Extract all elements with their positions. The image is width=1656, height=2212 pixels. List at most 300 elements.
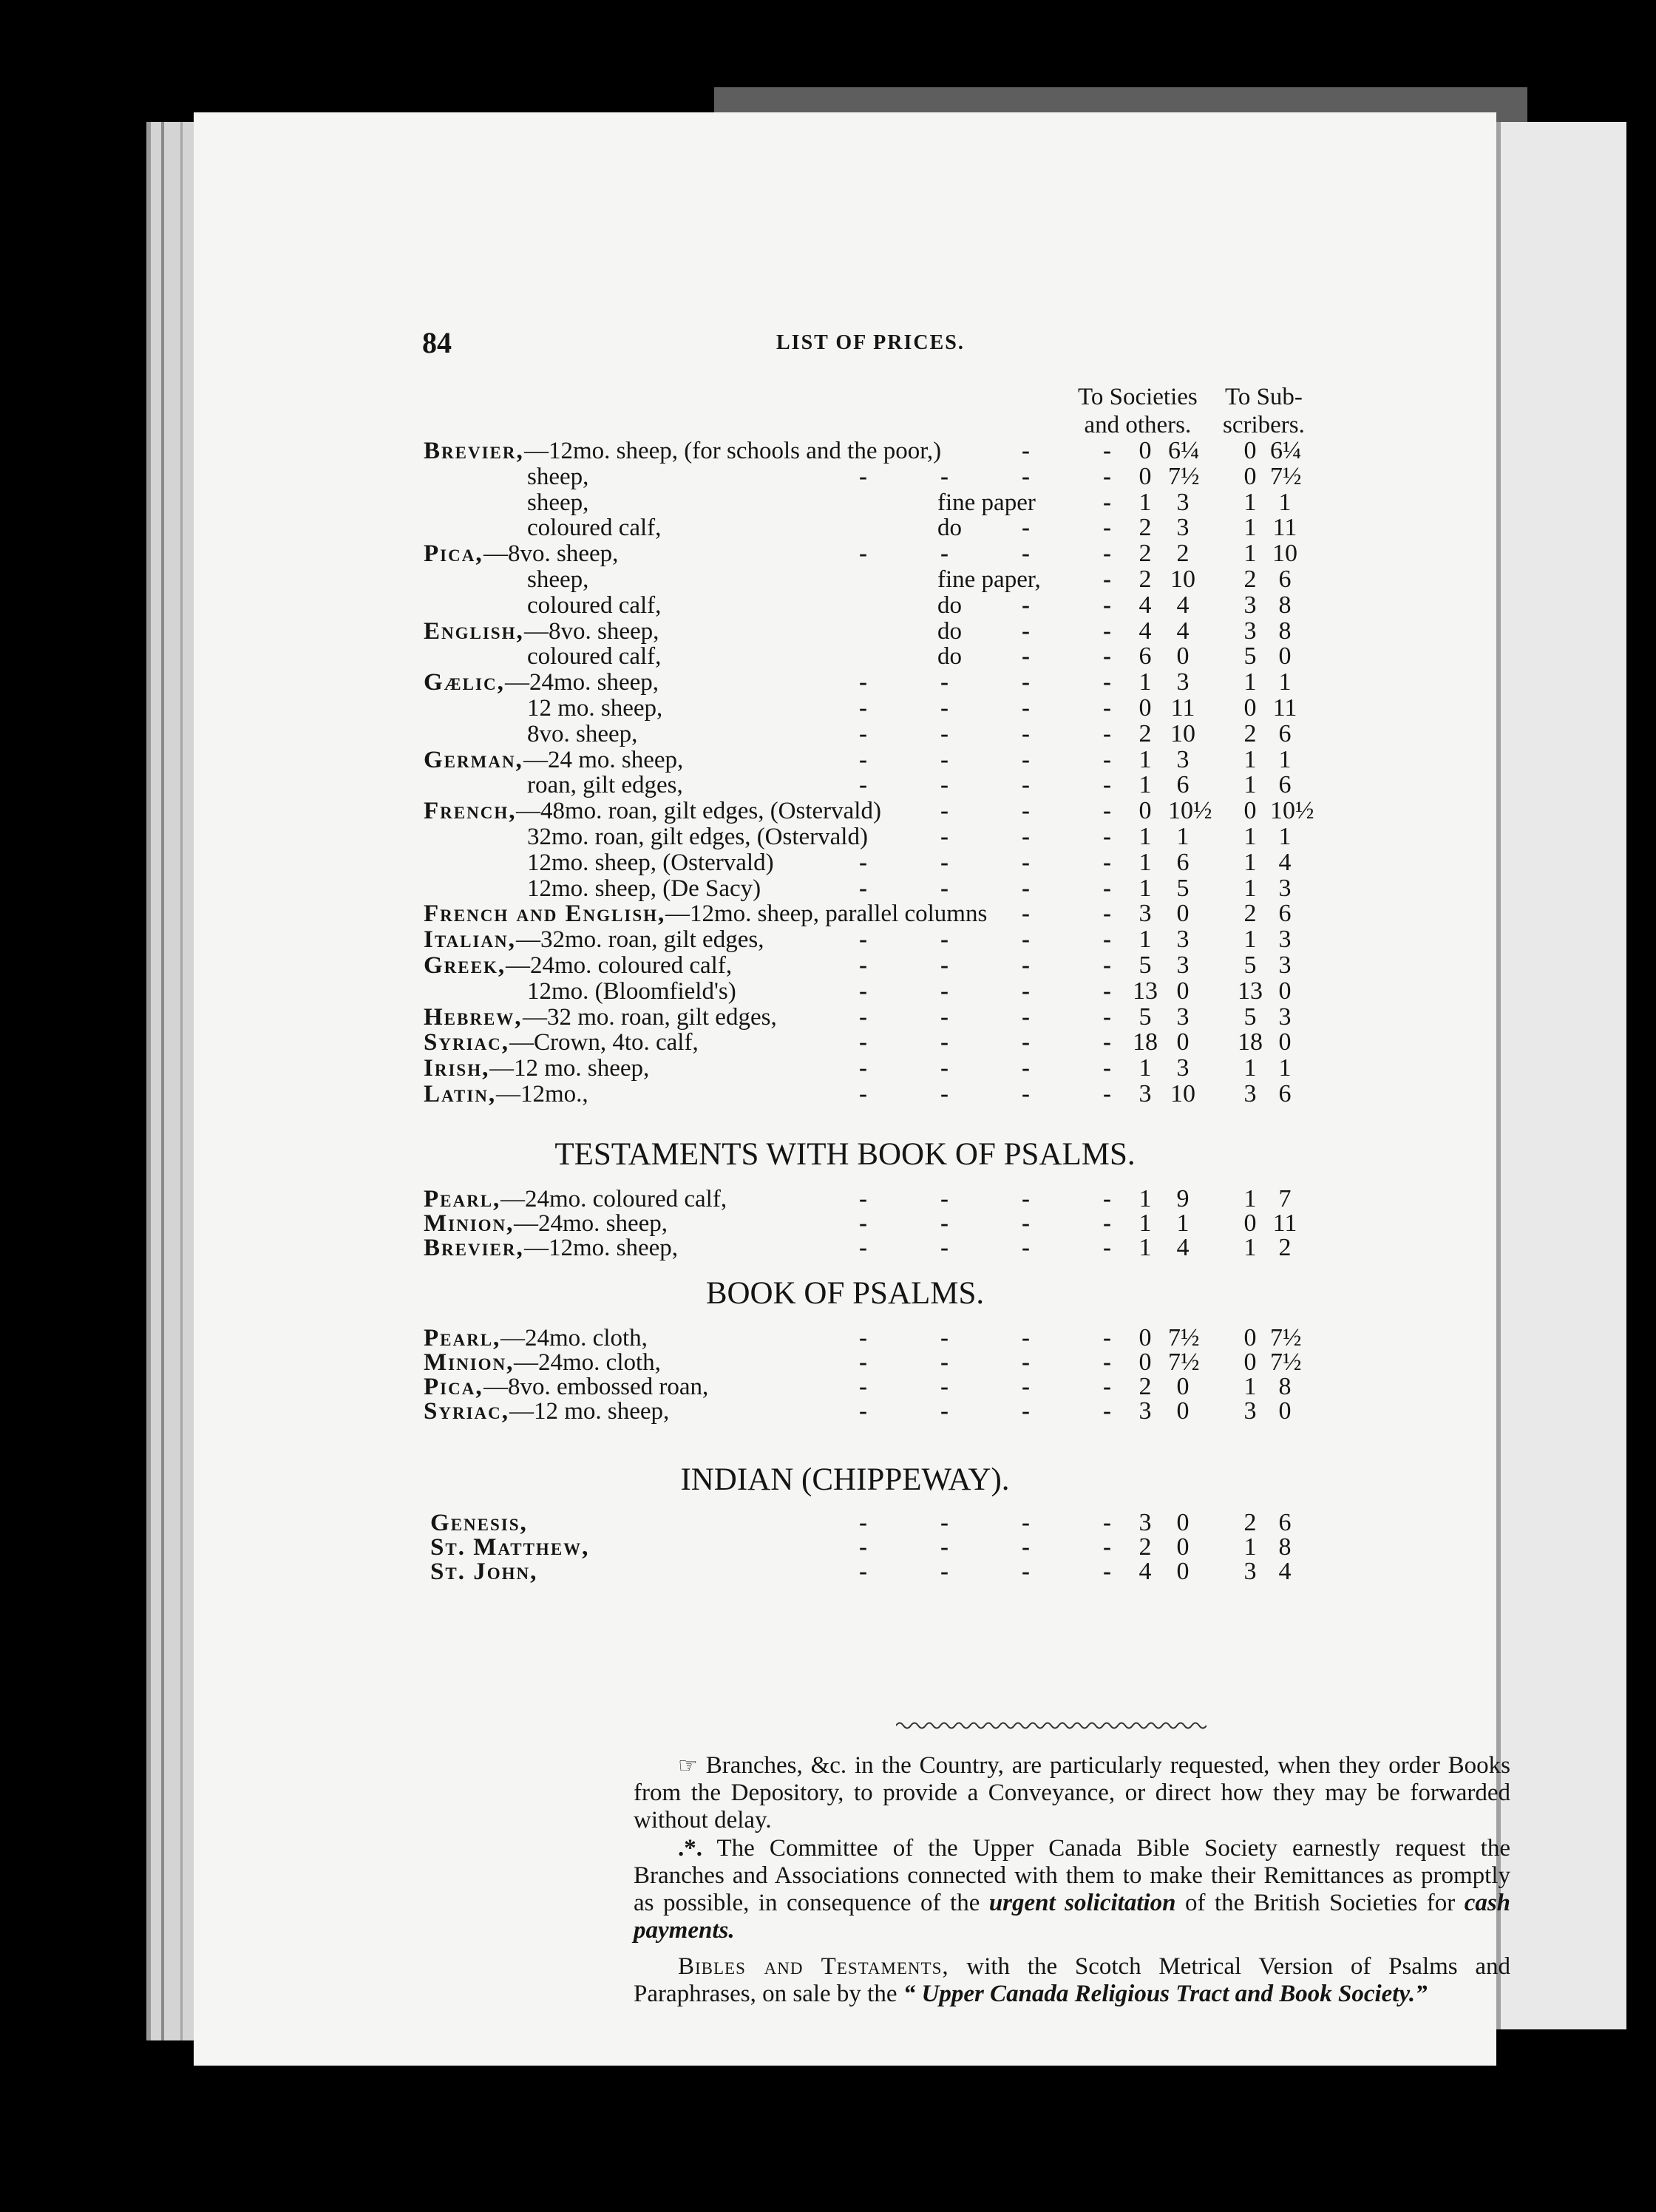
entry-name: Hebrew, (424, 1003, 523, 1031)
entry-description: —12mo., (496, 1081, 588, 1107)
entry-description: 12 mo. sheep, (527, 695, 663, 722)
entry-name: Minion, (424, 1349, 515, 1376)
asterism-icon: .*. (678, 1835, 702, 1862)
entry-name: Pearl, (424, 1186, 501, 1212)
societies-pence: 6¼ (1168, 437, 1200, 464)
entry-name: St. John, (430, 1558, 538, 1585)
leader-dash: - (859, 1186, 867, 1212)
subscribers-pence: 3 (1278, 926, 1292, 954)
subscribers-shillings: 1 (1243, 1234, 1257, 1261)
entry-description: —48mo. roan, gilt edges, (Ostervald) (516, 798, 881, 825)
ornamental-rule (896, 1720, 1207, 1731)
leader-dash: - (1103, 489, 1111, 516)
subscribers-pence: 7½ (1270, 1348, 1302, 1376)
societies-pence: 0 (1176, 1558, 1190, 1585)
societies-shillings: 1 (1138, 1234, 1152, 1261)
subscribers-shillings: 1 (1243, 771, 1257, 799)
entry-name: Genesis, (430, 1510, 528, 1536)
societies-pence: 10 (1170, 719, 1195, 747)
leader-dash: - (940, 463, 949, 490)
running-head: LIST OF PRICES. (776, 331, 965, 354)
leader-dash: - (859, 1210, 867, 1237)
leader-dash: - (1103, 900, 1111, 928)
entry-name: French and English, (424, 900, 666, 928)
subscribers-pence: 6 (1278, 719, 1292, 747)
leader-dash: - (940, 977, 949, 1005)
subscribers-pence: 3 (1278, 951, 1292, 979)
subscribers-pence: 1 (1278, 823, 1292, 850)
societies-pence: 0 (1176, 900, 1190, 928)
leader-dash: - (1022, 1534, 1030, 1561)
societies-pence: 0 (1176, 1373, 1190, 1400)
leader-dash: - (1103, 926, 1111, 954)
entry-description: —8vo. embossed roan, (483, 1374, 709, 1400)
entry-description: —Crown, 4to. calf, (509, 1029, 699, 1056)
entry-description: —24mo. sheep, (505, 669, 659, 696)
leader-dash: - (859, 720, 867, 747)
leader-dash: - (1022, 1210, 1030, 1237)
subscribers-shillings: 2 (1243, 566, 1257, 593)
leader-dash: - (859, 772, 867, 799)
leader-dash: - (1103, 952, 1111, 979)
psalms-heading: BOOK OF PSALMS. (705, 1276, 985, 1311)
leader-dash: - (940, 1374, 949, 1400)
subscribers-shillings: 3 (1243, 1397, 1257, 1425)
facing-page (1501, 122, 1626, 2029)
leader-dash: - (1022, 1325, 1030, 1351)
societies-shillings: 3 (1138, 900, 1152, 928)
leader-dash: - (1103, 746, 1111, 773)
leader-dash: - (940, 926, 949, 954)
societies-pence: 3 (1176, 1002, 1190, 1031)
leader-dash: - (1022, 1558, 1030, 1585)
entry-description: —24mo. sheep, (514, 1210, 668, 1237)
note-tract-society (634, 1953, 1510, 2008)
note-committee-text-a: The Committee of the Upper Canada Bible Society earnestly request the Branches and Associations connected with them to make their Remittances as promptly as possible, in consequence of the (634, 1835, 1510, 1916)
leader-dash: - (1103, 1055, 1111, 1082)
subscribers-shillings: 0 (1243, 462, 1257, 490)
leader-dash: - (1022, 849, 1030, 876)
leader-dash: - (1022, 695, 1030, 722)
leader-dash: - (1103, 720, 1111, 747)
subscribers-shillings: 5 (1243, 642, 1257, 671)
entry-name: English, (424, 617, 524, 645)
subscribers-shillings: 1 (1243, 540, 1257, 568)
entry-note: fine paper (937, 489, 1036, 516)
leader-dash: - (1103, 977, 1111, 1005)
leader-dash: - (859, 1510, 867, 1536)
societies-pence: 3 (1176, 745, 1190, 773)
entry-description: coloured calf, (527, 643, 662, 671)
col-header-subscribers (1223, 383, 1305, 439)
leader-dash: - (859, 926, 867, 954)
leader-dash: - (940, 669, 949, 696)
societies-pence: 3 (1176, 668, 1190, 696)
societies-shillings: 0 (1138, 797, 1152, 825)
subscribers-shillings: 0 (1243, 1324, 1257, 1351)
entry-note: do (937, 643, 962, 671)
societies-pence: 11 (1170, 694, 1195, 722)
leader-dash: - (1022, 875, 1030, 902)
col-header-societies-line1: To Societies (1078, 384, 1198, 410)
societies-pence: 3 (1176, 1054, 1190, 1082)
entry-note: do (937, 591, 962, 619)
entry-description: —24mo. coloured calf, (506, 952, 733, 979)
entry-name: Brevier, (424, 438, 524, 464)
leader-dash: - (1103, 1235, 1111, 1261)
societies-shillings: 0 (1138, 694, 1152, 722)
entry-note: do (937, 515, 962, 542)
societies-pence: 3 (1176, 514, 1190, 542)
subscribers-shillings: 3 (1243, 591, 1257, 619)
leader-dash: - (1022, 515, 1030, 542)
leader-dash: - (1022, 540, 1030, 568)
societies-pence: 6 (1176, 771, 1190, 799)
entry-description: 32mo. roan, gilt edges, (Ostervald) (527, 824, 868, 850)
societies-pence: 4 (1176, 591, 1190, 619)
leader-dash: - (1022, 824, 1030, 850)
societies-pence: 10½ (1168, 797, 1212, 825)
leader-dash: - (1103, 669, 1111, 696)
societies-pence: 3 (1176, 951, 1190, 979)
entry-name: Greek, (424, 952, 506, 979)
entry-description: —12mo. sheep, (for schools and the poor,) (524, 438, 942, 464)
leader-dash: - (859, 540, 867, 568)
societies-shillings: 18 (1133, 1028, 1158, 1056)
subscribers-pence: 2 (1278, 1234, 1292, 1261)
leader-dash: - (1022, 1186, 1030, 1212)
societies-pence: 6 (1176, 848, 1190, 876)
entry-description: 12mo. sheep, (Ostervald) (527, 849, 774, 876)
leader-dash: - (1022, 438, 1030, 464)
entry-name: Pica, (424, 1374, 483, 1400)
leader-dash: - (940, 1186, 949, 1212)
leader-dash: - (1103, 1558, 1111, 1585)
leader-dash: - (940, 824, 949, 850)
indian-heading: INDIAN (CHIPPEWAY). (680, 1462, 1010, 1497)
societies-shillings: 2 (1138, 1533, 1152, 1561)
note-branches-text: Branches, &c. in the Country, are particularly requested, when they order Books from the Depository, to provide a Conveyance, or direct how they may be forwarded without delay. (634, 1752, 1510, 1833)
leader-dash: - (940, 1558, 949, 1585)
leader-dash: - (1022, 1235, 1030, 1261)
societies-pence: 0 (1176, 977, 1190, 1005)
leader-dash: - (940, 1210, 949, 1237)
subscribers-pence: 6 (1278, 771, 1292, 799)
societies-shillings: 4 (1138, 617, 1152, 645)
leader-dash: - (940, 746, 949, 773)
societies-pence: 0 (1176, 1397, 1190, 1425)
subscribers-pence: 11 (1272, 1210, 1297, 1237)
subscribers-pence: 7 (1278, 1185, 1292, 1212)
societies-shillings: 5 (1138, 951, 1152, 979)
societies-shillings: 1 (1138, 771, 1152, 799)
leader-dash: - (1103, 566, 1111, 593)
societies-pence: 5 (1176, 874, 1190, 902)
entry-description: —32 mo. roan, gilt edges, (523, 1003, 777, 1031)
societies-shillings: 1 (1138, 745, 1152, 773)
testaments-heading: TESTAMENTS WITH BOOK OF PSALMS. (554, 1137, 1136, 1172)
subscribers-pence: 4 (1278, 1558, 1292, 1585)
societies-shillings: 1 (1138, 1185, 1152, 1212)
leader-dash: - (1022, 1029, 1030, 1056)
societies-shillings: 3 (1138, 1397, 1152, 1425)
entry-name: Minion, (424, 1210, 515, 1237)
leader-dash: - (1022, 720, 1030, 747)
entry-name: Latin, (424, 1081, 497, 1107)
societies-shillings: 1 (1138, 874, 1152, 902)
leader-dash: - (940, 952, 949, 979)
leader-dash: - (1103, 1325, 1111, 1351)
leader-dash: - (1022, 1349, 1030, 1376)
entry-description: sheep, (527, 463, 589, 490)
leader-dash: - (1022, 772, 1030, 799)
subscribers-pence: 0 (1278, 1397, 1292, 1425)
subscribers-shillings: 1 (1243, 1054, 1257, 1082)
societies-shillings: 1 (1138, 1054, 1152, 1082)
entry-note: fine paper, (937, 566, 1041, 593)
leader-dash: - (1103, 875, 1111, 902)
leader-dash: - (859, 746, 867, 773)
leader-dash: - (1022, 798, 1030, 825)
societies-shillings: 4 (1138, 591, 1152, 619)
leader-dash: - (940, 849, 949, 876)
leader-dash: - (1022, 643, 1030, 671)
entry-description: —8vo. sheep, (524, 617, 659, 645)
leader-dash: - (940, 1029, 949, 1056)
leader-dash: - (1022, 463, 1030, 490)
subscribers-shillings: 0 (1243, 694, 1257, 722)
leader-dash: - (1103, 1081, 1111, 1107)
pointing-hand-icon: ☞ (678, 1754, 698, 1778)
leader-dash: - (1022, 617, 1030, 645)
leader-dash: - (1103, 1534, 1111, 1561)
subscribers-pence: 0 (1278, 1028, 1292, 1056)
leader-dash: - (1103, 1003, 1111, 1031)
leader-dash: - (940, 540, 949, 568)
leader-dash: - (940, 1534, 949, 1561)
subscribers-pence: 3 (1278, 874, 1292, 902)
entry-description: sheep, (527, 566, 589, 593)
leader-dash: - (1022, 900, 1030, 928)
leader-dash: - (940, 1003, 949, 1031)
entry-description: 12mo. (Bloomfield's) (527, 977, 736, 1005)
col-header-subscribers-line2: scribers. (1223, 412, 1305, 438)
note-committee (634, 1835, 1510, 1944)
societies-shillings: 2 (1138, 566, 1152, 593)
price-row (194, 1079, 1496, 1109)
leader-dash: - (1103, 1398, 1111, 1425)
societies-pence: 3 (1176, 926, 1190, 954)
leader-dash: - (1022, 1003, 1030, 1031)
leader-dash: - (859, 695, 867, 722)
societies-pence: 1 (1176, 823, 1190, 850)
leader-dash: - (859, 1349, 867, 1376)
societies-pence: 4 (1176, 617, 1190, 645)
entry-description: coloured calf, (527, 515, 662, 542)
leader-dash: - (1022, 926, 1030, 954)
note-tract-society-lead: Bibles and Testaments, (678, 1953, 949, 1980)
societies-shillings: 0 (1138, 1348, 1152, 1376)
entry-name: Pica, (424, 540, 483, 568)
societies-shillings: 0 (1138, 437, 1152, 464)
subscribers-pence: 8 (1278, 591, 1292, 619)
leader-dash: - (940, 695, 949, 722)
subscribers-shillings: 1 (1243, 926, 1257, 954)
note-tract-society-text: with the Scotch Metrical Version of Psalms and Paraphrases, on sale by the (634, 1953, 1511, 2007)
leader-dash: - (940, 1349, 949, 1376)
subscribers-shillings: 2 (1243, 1509, 1257, 1536)
entry-description: roan, gilt edges, (527, 772, 683, 799)
subscribers-shillings: 2 (1243, 900, 1257, 928)
leader-dash: - (1022, 977, 1030, 1005)
societies-pence: 2 (1176, 540, 1190, 568)
leader-dash: - (940, 772, 949, 799)
entry-description: 12mo. sheep, (De Sacy) (527, 875, 761, 902)
entry-name: French, (424, 798, 517, 825)
leader-dash: - (859, 1029, 867, 1056)
leader-dash: - (1022, 1081, 1030, 1107)
entry-name: Gælic, (424, 669, 505, 696)
societies-pence: 10 (1170, 566, 1195, 593)
entry-description: —12 mo. sheep, (509, 1398, 670, 1425)
leader-dash: - (859, 977, 867, 1005)
subscribers-pence: 1 (1278, 488, 1292, 516)
entry-name: St. Matthew, (430, 1534, 590, 1561)
entry-description: 8vo. sheep, (527, 720, 638, 747)
leader-dash: - (1103, 1374, 1111, 1400)
book-page (194, 112, 1511, 2066)
societies-shillings: 3 (1138, 1509, 1152, 1536)
subscribers-shillings: 1 (1243, 488, 1257, 516)
subscribers-pence: 11 (1272, 514, 1297, 542)
leader-dash: - (1103, 1210, 1111, 1237)
subscribers-pence: 6 (1278, 1080, 1292, 1107)
leader-dash: - (940, 1510, 949, 1536)
subscribers-shillings: 1 (1243, 1185, 1257, 1212)
leader-dash: - (1103, 798, 1111, 825)
societies-pence: 7½ (1168, 462, 1200, 490)
leader-dash: - (1103, 617, 1111, 645)
entry-name: Irish, (424, 1055, 490, 1082)
page-number: 84 (422, 326, 452, 359)
subscribers-shillings: 2 (1243, 719, 1257, 747)
societies-pence: 3 (1176, 488, 1190, 516)
societies-shillings: 5 (1138, 1002, 1152, 1031)
price-row (194, 1557, 1496, 1587)
leader-dash: - (1103, 1349, 1111, 1376)
subscribers-pence: 6¼ (1270, 437, 1302, 464)
societies-shillings: 13 (1133, 977, 1158, 1005)
entry-note: do (937, 617, 962, 645)
entry-description: sheep, (527, 489, 589, 516)
societies-pence: 0 (1176, 1509, 1190, 1536)
subscribers-pence: 8 (1278, 1373, 1292, 1400)
societies-pence: 9 (1176, 1185, 1190, 1212)
leader-dash: - (1103, 540, 1111, 568)
leader-dash: - (1103, 591, 1111, 619)
entry-description: —12mo. sheep, (524, 1235, 679, 1261)
leader-dash: - (1022, 1055, 1030, 1082)
entry-name: Pearl, (424, 1325, 501, 1351)
societies-pence: 7½ (1168, 1324, 1200, 1351)
entry-name: Italian, (424, 926, 516, 954)
subscribers-pence: 6 (1278, 1509, 1292, 1536)
subscribers-shillings: 0 (1243, 1210, 1257, 1237)
societies-pence: 10 (1170, 1080, 1195, 1107)
subscribers-pence: 0 (1278, 642, 1292, 671)
entry-description: —12mo. sheep, parallel columns (665, 900, 988, 928)
entry-description: —24mo. cloth, (500, 1325, 648, 1351)
leader-dash: - (859, 849, 867, 876)
subscribers-shillings: 18 (1238, 1028, 1263, 1056)
leader-dash: - (859, 669, 867, 696)
entry-description: —12 mo. sheep, (489, 1055, 650, 1082)
subscribers-pence: 7½ (1270, 1324, 1302, 1351)
societies-pence: 0 (1176, 1533, 1190, 1561)
societies-pence: 0 (1176, 1028, 1190, 1056)
entry-name: Syriac, (424, 1029, 509, 1056)
leader-dash: - (1022, 591, 1030, 619)
col-header-societies-line2: and others. (1084, 412, 1192, 438)
societies-shillings: 1 (1138, 926, 1152, 954)
subscribers-pence: 7½ (1270, 462, 1302, 490)
leader-dash: - (940, 1235, 949, 1261)
societies-pence: 4 (1176, 1234, 1190, 1261)
note-committee-emphasis-1: urgent solicitation (988, 1890, 1176, 1916)
leader-dash: - (1103, 824, 1111, 850)
leader-dash: - (859, 1534, 867, 1561)
leader-dash: - (1103, 772, 1111, 799)
societies-pence: 1 (1176, 1210, 1190, 1237)
societies-shillings: 6 (1138, 642, 1152, 671)
leader-dash: - (859, 1558, 867, 1585)
societies-shillings: 1 (1138, 848, 1152, 876)
subscribers-pence: 8 (1278, 617, 1292, 645)
entry-description: —24mo. coloured calf, (500, 1186, 727, 1212)
leader-dash: - (940, 720, 949, 747)
subscribers-shillings: 1 (1243, 874, 1257, 902)
subscribers-shillings: 0 (1243, 437, 1257, 464)
subscribers-pence: 1 (1278, 1054, 1292, 1082)
subscribers-pence: 10½ (1270, 797, 1314, 825)
leader-dash: - (1103, 1186, 1111, 1212)
subscribers-pence: 6 (1278, 566, 1292, 593)
entry-name: Syriac, (424, 1398, 509, 1425)
leader-dash: - (859, 952, 867, 979)
col-header-subscribers-line1: To Sub- (1224, 384, 1303, 410)
subscribers-shillings: 1 (1243, 1373, 1257, 1400)
subscribers-pence: 8 (1278, 1533, 1292, 1561)
leader-dash: - (940, 1325, 949, 1351)
leader-dash: - (859, 1235, 867, 1261)
note-committee-emphasis-2: cash payments. (634, 1890, 1511, 1944)
subscribers-shillings: 13 (1238, 977, 1263, 1005)
price-row (194, 1397, 1496, 1426)
leader-dash: - (1103, 1510, 1111, 1536)
leader-dash: - (1103, 695, 1111, 722)
subscribers-pence: 4 (1278, 848, 1292, 876)
societies-shillings: 3 (1138, 1080, 1152, 1107)
subscribers-shillings: 3 (1243, 617, 1257, 645)
subscribers-pence: 11 (1272, 694, 1297, 722)
subscribers-shillings: 1 (1243, 823, 1257, 850)
leader-dash: - (1022, 1510, 1030, 1536)
subscribers-shillings: 1 (1243, 745, 1257, 773)
subscribers-shillings: 1 (1243, 848, 1257, 876)
col-header-societies (1078, 383, 1198, 439)
subscribers-shillings: 5 (1243, 951, 1257, 979)
societies-shillings: 2 (1138, 514, 1152, 542)
